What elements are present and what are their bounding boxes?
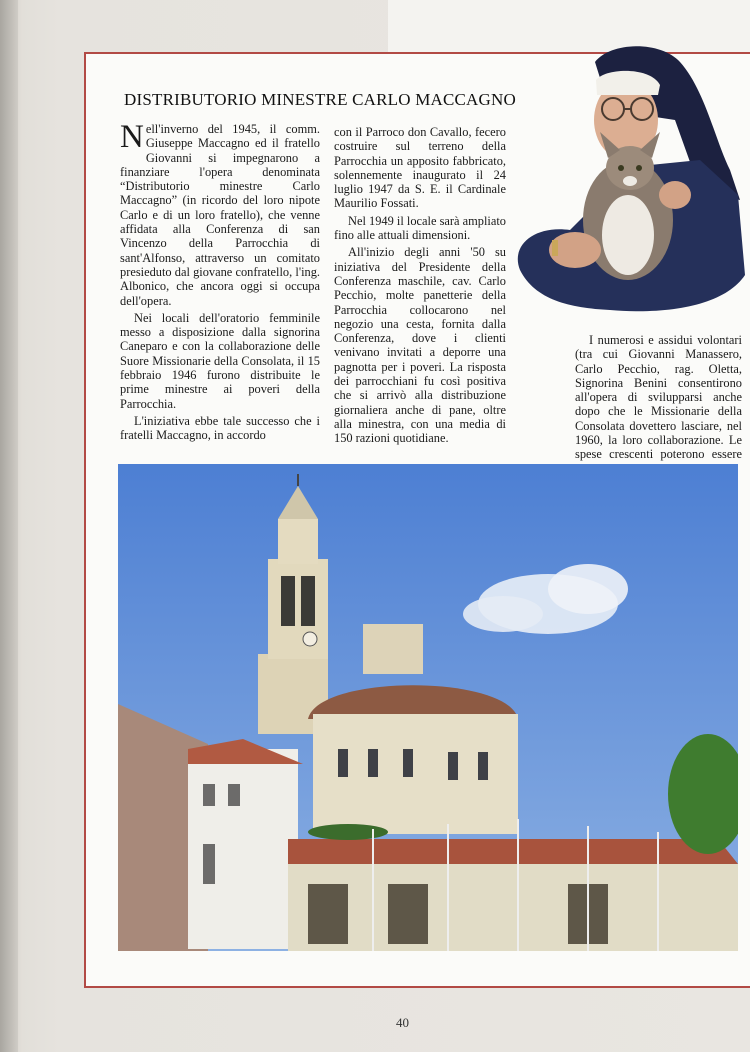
paragraph-7: I numerosi e assidui volontari (tra cui Giovanni Manassero, Carlo Pecchio, rag. Oletta, Signorina Benini consentirono all'opera di svilupparsi anche dopo che le Missionarie della Consolata dovettero lasciare, nel 1960, la loro collaborazione. Le spese crescenti poterono essere: [575, 333, 742, 462]
text-column-1: [120, 119, 320, 446]
text-column-3: [575, 333, 742, 476]
church-photo: [118, 464, 738, 951]
paragraph-6: All'inizio degli anni '50 su iniziativa del Presidente della Conferenza maschile, cav. Carlo Pecchio, molte panetterie della Parrocchia collocarono nel negozio una cesta, fornita dalla Conferenza, dove i clienti venivano invitati a deporre una pagnotta per i poveri. La risposta dei parrocchiani fu così positiva che si arrivò alla distribuzione giornaliera anche di pane, oltre alla minestra, con una media di 150 razioni quotidiane.: [334, 245, 506, 446]
text-column-2: [334, 125, 506, 449]
page-title: DISTRIBUTORIO MINESTRE CARLO MACCAGNO: [124, 90, 516, 109]
paragraph-5: Nel 1949 il locale sarà ampliato fino alle attuali dimensioni.: [334, 213, 506, 243]
paragraph-4: con il Parroco don Cavallo, fecero costruire sul terreno della Parrocchia un apposito fabbricato, solennemente inaugurato il 24 luglio 1947 da S. E. il Cardinale Maurilio Fossati.: [334, 125, 506, 211]
page-number: 40: [396, 1015, 409, 1030]
paragraph-1-text: ell'inverno del 1945, il comm. Giuseppe Maccagno ed il fratello Giovanni si impegnarono a finanziare l'opera denominata “Distributorio minestre Carlo Maccagno” (in ricordo del loro nipote Carlo e di un loro fratello), che venne affidata alla Conferenza di san Vincenzo della Parrocchia di sant'Alfonso, attraverso un comitato presieduto dal giovane confratello, l'ing. Albonico, che ancora oggi si occupa dell'opera.: [120, 122, 320, 308]
paragraph-2: Nei locali dell'oratorio femminile messo a disposizione dalla signorina Caneparo e con la collaborazione delle Suore Missionarie della Consolata, il 15 febbraio 1946 furono distribuite le prime minestre ai poveri della Parrocchia.: [120, 310, 320, 411]
drop-cap: N: [120, 119, 144, 155]
nun-with-cat-photo: [500, 40, 750, 320]
book-binding: [0, 0, 18, 1052]
paragraph-1: [120, 119, 320, 308]
paragraph-3: L'iniziativa ebbe tale successo che i fratelli Maccagno, in accordo: [120, 413, 320, 443]
